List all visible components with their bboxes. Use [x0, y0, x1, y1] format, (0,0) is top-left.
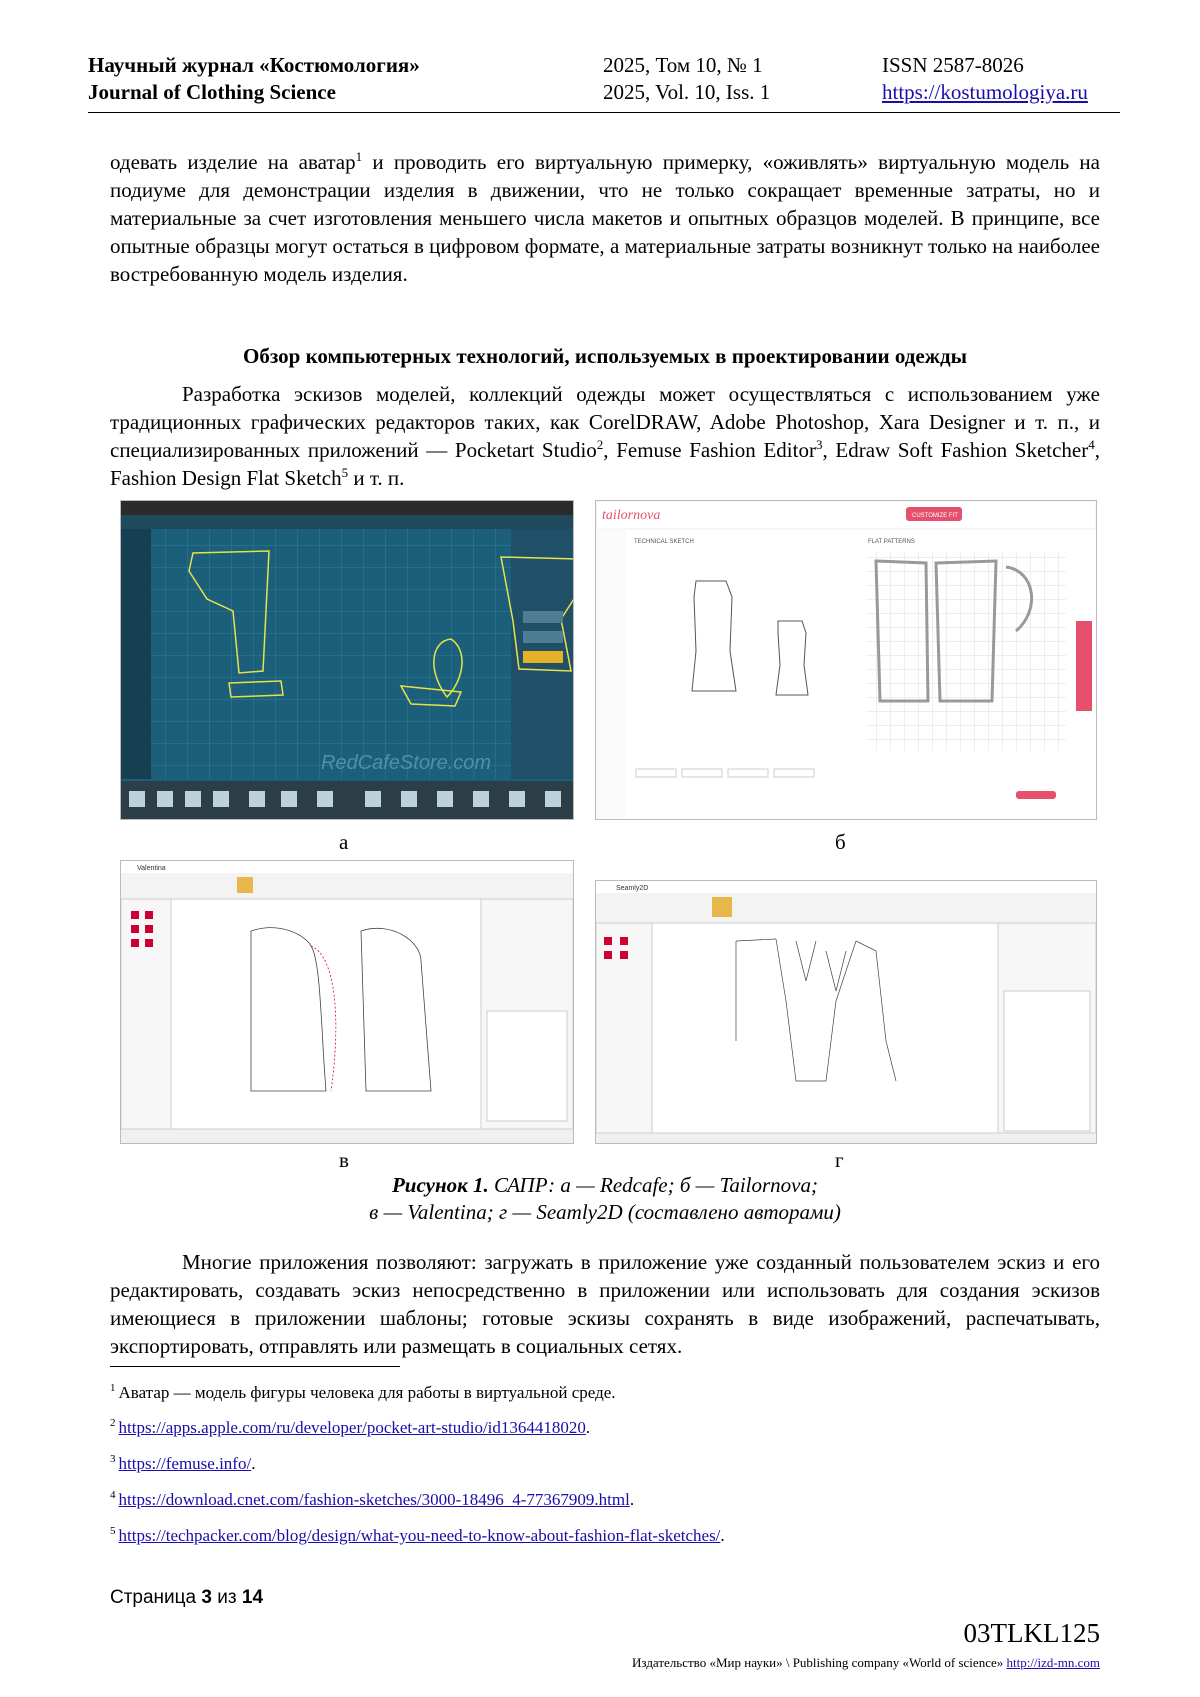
issn: ISSN 2587-8026 [882, 53, 1024, 77]
footnote-4 [110, 1490, 634, 1510]
valentina-screenshot [121, 861, 573, 1143]
footnote-5 [110, 1526, 725, 1546]
footnote-ref-3[interactable]: 3 [815, 437, 823, 452]
seamly2d-title: Seamly2D [616, 885, 649, 892]
figure-redcafe [120, 500, 574, 820]
paragraph-apps [110, 380, 1100, 492]
figure-tailornova [595, 500, 1097, 820]
journal-title [88, 52, 420, 106]
publisher-link[interactable]: http://izd-mn.com [1006, 1655, 1100, 1670]
intro-text-1: одевать изделие на аватар [110, 150, 356, 174]
redcafe-screenshot [121, 501, 573, 819]
customize-fit-label: CUSTOMIZE FIT [912, 513, 958, 519]
footnote-num: 5 [110, 1525, 116, 1538]
tailornova-screenshot [596, 501, 1096, 819]
figure-label-c: в [339, 1148, 349, 1172]
page-word: Страница [110, 1587, 197, 1608]
footnote-ref-2[interactable]: 2 [596, 437, 604, 452]
footnote-num: 4 [110, 1489, 116, 1502]
publisher-text: Издательство «Мир науки» \ Publishing company «World of science» [632, 1655, 1004, 1670]
footnote-tail: . [585, 1418, 591, 1437]
flat-patterns-label: FLAT PATTERNS [868, 539, 915, 545]
footnote-link[interactable]: https://femuse.info/ [118, 1454, 252, 1473]
footnote-link[interactable]: https://techpacker.com/blog/design/what-you-need-to-know-about-fashion-flat-sketches/ [118, 1526, 721, 1545]
intro-paragraph [110, 148, 1100, 288]
header-rule [88, 112, 1120, 113]
article-code: 03TLKL125 [963, 1618, 1100, 1648]
footnote-tail: . [629, 1490, 635, 1509]
page-indicator [110, 1587, 263, 1609]
footnote-num: 3 [110, 1453, 116, 1466]
para2-text-a: Разработка эскизов моделей, коллекций одежды может осуществляться с использованием уже традиционных графических редакторов таких, как CorelDRAW, Adobe Photoshop, Xara Designer и т. п., и специализированных приложений — Pocketart Studio [110, 382, 1100, 462]
technical-sketch-label: TECHNICAL SKETCH [634, 539, 694, 545]
para2-text-e: и т. п. [348, 466, 405, 490]
figure-valentina [120, 860, 574, 1144]
para2-text-d: , Fashion Design Flat Sketch [110, 438, 1100, 490]
intro-text-2: и проводить его виртуальную примерку, «оживлять» виртуальную модель на подиуме для демонстрации изделия в движении, что не только сокращает временные затраты, но и материальные за счет изготовления меньшего числа макетов и опытных образцов моделей. В принципе, все опытные образцы могут остаться в цифровом формате, а материальные затраты возникнут только на наиболее востребованную модель изделия. [110, 150, 1100, 286]
journal-title-en: Journal of Clothing Science [88, 80, 336, 104]
section-title: Обзор компьютерных технологий, используемых в проектировании одежды [243, 344, 967, 368]
journal-issue [603, 52, 770, 106]
footnote-text: Аватар — модель фигуры человека для работы в виртуальной среде. [118, 1383, 616, 1402]
footnote-rule [110, 1366, 400, 1367]
caption-line2: в — Valentina; г — Seamly2D (составлено авторами) [369, 1200, 841, 1224]
valentina-title: Valentina [137, 865, 166, 872]
journal-ids [882, 52, 1088, 106]
footnote-num: 1 [110, 1382, 116, 1395]
figure-label-a: а [339, 830, 349, 854]
para2-text-b: , Femuse Fashion Editor [603, 438, 816, 462]
footnote-ref-4[interactable]: 4 [1088, 437, 1095, 452]
redcafe-watermark: RedCafeStore.com [321, 752, 492, 774]
footnote-2 [110, 1418, 590, 1438]
caption-bold: Рисунок 1. [391, 1173, 489, 1197]
caption-line1: САПР: а — Redcafe; б — Tailornova; [488, 1173, 818, 1197]
footnote-ref-1[interactable]: 1 [355, 149, 363, 164]
page-number: 3 [201, 1587, 212, 1608]
figure-caption [110, 1172, 1100, 1226]
footnote-link[interactable]: https://download.cnet.com/fashion-sketches/3000-18496_4-77367909.html [118, 1490, 630, 1509]
para2-text-c: , Edraw Soft Fashion Sketcher [822, 438, 1089, 462]
footnote-3 [110, 1454, 255, 1474]
journal-site-link[interactable]: https://kostumologiya.ru [882, 80, 1088, 104]
page-total: 14 [241, 1587, 264, 1608]
publisher-line [632, 1655, 1100, 1671]
footnote-ref-5[interactable]: 5 [341, 465, 349, 480]
footnote-link[interactable]: https://apps.apple.com/ru/developer/pocket-art-studio/id1364418020 [118, 1418, 586, 1437]
footnote-tail: . [720, 1526, 725, 1545]
footnote-1 [110, 1383, 616, 1403]
footnote-num: 2 [110, 1417, 116, 1430]
tailornova-logo: tailornova [602, 508, 661, 523]
figure-label-d: г [835, 1148, 844, 1172]
of-word: из [217, 1587, 237, 1608]
paragraph-features: Многие приложения позволяют: загружать в приложение уже созданный пользователем эскиз и его редактировать, создавать эскиз непосредственно в приложении или использовать для создания эскизов имеющиеся в приложении шаблоны; готовые эскизы сохранять в виде изображений, распечатывать, экспортировать, отправлять или размещать в социальных сетях. [110, 1250, 1100, 1358]
figure-label-b: б [835, 830, 846, 854]
journal-title-ru: Научный журнал «Костюмология» [88, 53, 420, 77]
seamly2d-screenshot [596, 881, 1096, 1143]
footnote-tail: . [251, 1454, 256, 1473]
figure-seamly2d [595, 880, 1097, 1144]
issue-ru: 2025, Том 10, № 1 [603, 53, 763, 77]
issue-en: 2025, Vol. 10, Iss. 1 [603, 80, 771, 104]
